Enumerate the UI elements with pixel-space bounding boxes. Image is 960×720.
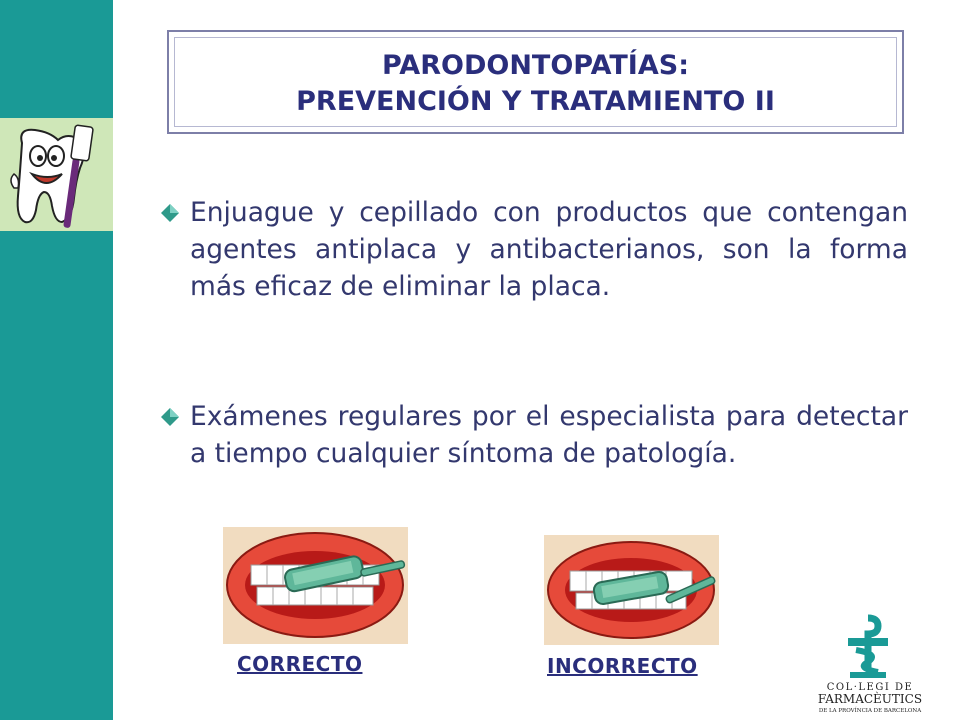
bullet-item <box>160 194 908 305</box>
brushing-correct-image <box>223 527 408 644</box>
title-line-1: PARODONTOPATÍAS: <box>382 50 689 81</box>
slide-title <box>167 48 904 120</box>
logo-line-3: DE LA PROVÍNCIA DE BARCELONA <box>818 708 922 714</box>
bullet-text: Enjuague y cepillado con productos que contengan agentes antiplaca y antibacterianos, son la forma más eficaz de eliminar la placa. <box>190 197 908 302</box>
left-sidebar <box>0 0 113 720</box>
diamond-bullet-icon <box>160 203 180 223</box>
caduceus-icon <box>848 618 888 678</box>
brushing-incorrect-image <box>544 535 719 645</box>
college-logo <box>800 610 940 715</box>
bullet-item <box>160 398 908 472</box>
logo-line-2: FARMACÈUTICS <box>817 692 923 706</box>
caption-incorrect: INCORRECTO <box>547 654 698 678</box>
diamond-bullet-icon <box>160 407 180 427</box>
title-line-2: PREVENCIÓN Y TRATAMIENTO II <box>296 86 775 117</box>
bullet-text: Exámenes regulares por el especialista para detectar a tiempo cualquier síntoma de patología. <box>190 401 908 469</box>
logo-line-1: COL·LEGI DE <box>826 682 914 693</box>
caption-correct: CORRECTO <box>237 652 363 676</box>
tooth-mascot-icon <box>0 118 113 231</box>
